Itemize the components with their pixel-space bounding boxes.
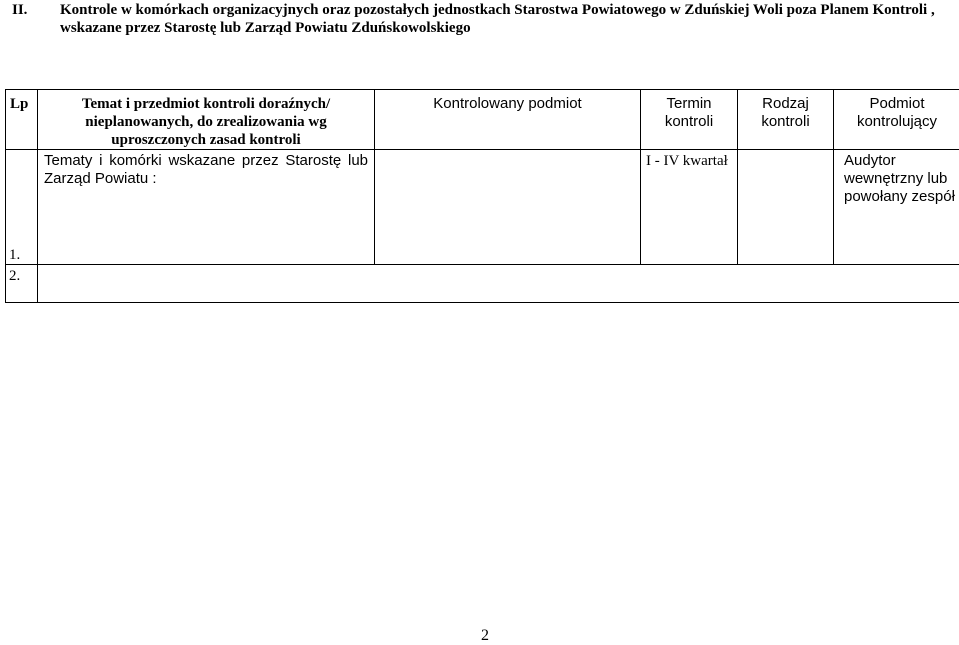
- row-1-type: [738, 150, 834, 265]
- row-1-lp: 1.: [6, 150, 38, 265]
- header-topic: Temat i przedmiot kontroli doraźnych/ nieplanowanych, do zrealizowania wg uproszczonych zasad kontroli: [38, 90, 375, 150]
- control-table: [5, 89, 959, 303]
- table-row: [6, 150, 959, 265]
- row-1-topic: Tematy i komórki wskazane przez Starostę lub Zarząd Powiatu :: [38, 150, 375, 265]
- header-entity: Kontrolowany podmiot: [375, 90, 641, 150]
- row-1-controller: Audytor wewnętrzny lub powołany zespół: [834, 150, 959, 265]
- header-term: Termin kontroli: [641, 90, 738, 150]
- row-2-lp: 2.: [6, 265, 38, 303]
- table-header-row: [6, 90, 959, 150]
- section-title: Kontrole w komórkach organizacyjnych oraz pozostałych jednostkach Starostwa Powiatowego w Zduńskiej Woli poza Planem Kontroli , wskazane przez Starostę lub Zarząd Powiatu Zduńskowolskiego: [60, 1, 955, 37]
- header-lp: Lp: [6, 90, 38, 150]
- section-number: II.: [12, 1, 27, 19]
- header-type: Rodzaj kontroli: [738, 90, 834, 150]
- row-1-entity: [375, 150, 641, 265]
- page-number: 2: [481, 627, 489, 645]
- table-row: [6, 265, 959, 303]
- header-controller: Podmiot kontrolujący: [834, 90, 959, 150]
- row-2-content: [38, 265, 959, 303]
- row-1-term: I - IV kwartał: [641, 150, 738, 265]
